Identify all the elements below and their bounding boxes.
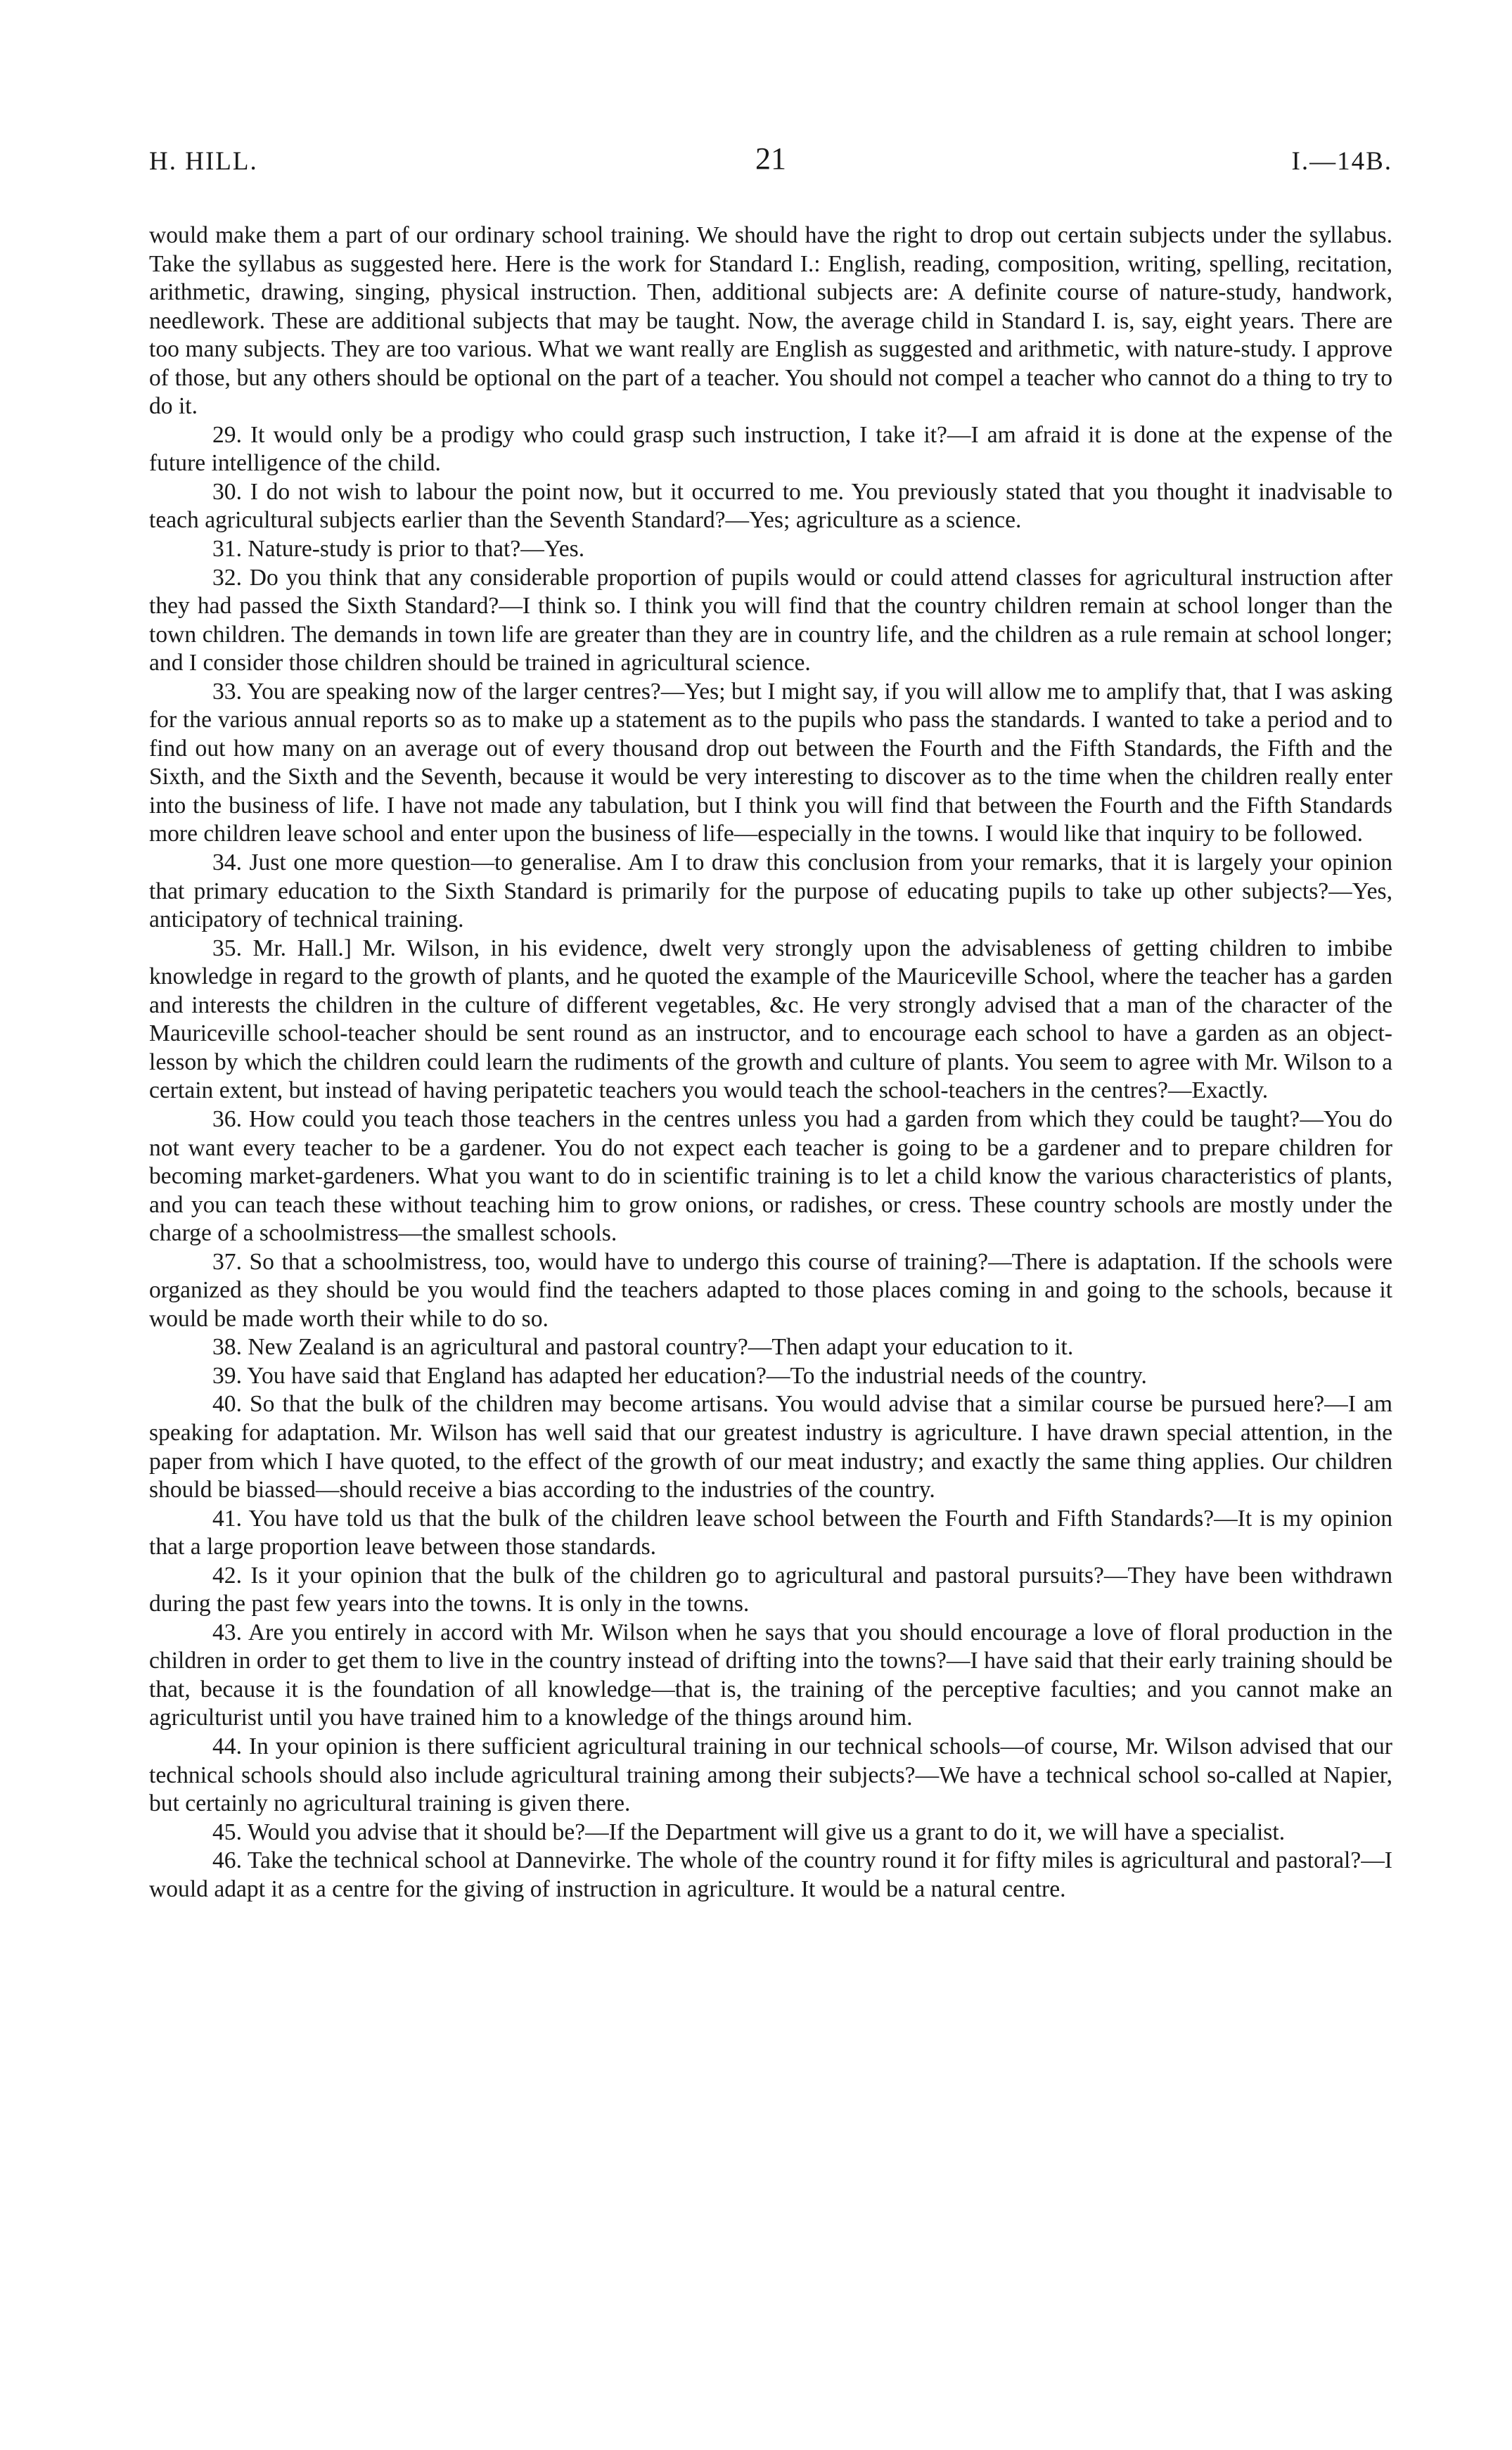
question-45: 45. Would you advise that it should be?—If the Department will give us a grant to do it, we will have a specialist. <box>212 1819 1286 1845</box>
question-37: 37. So that a schoolmistress, too, would have to undergo this course of training?—There is adaptation. If the schools were organized as they should be you would find the teachers adapted to those places coming in and going to the schools, because it would be made worth their while to do so. <box>149 1248 1392 1332</box>
question-42: 42. Is it your opinion that the bulk of the children go to agricultural and pastoral pursuits?—They have been withdrawn during the past few years into the towns. It is only in the towns. <box>149 1562 1392 1617</box>
question-39: 39. You have said that England has adapted her education?—To the industrial needs of the country. <box>212 1362 1147 1389</box>
running-header <box>149 141 1392 186</box>
document-reference: I.—14B. <box>1291 147 1392 176</box>
question-35: 35. Mr. Hall.] Mr. Wilson, in his evidence, dwelt very strongly upon the advisableness of getting children to imbibe knowledge in regard to the growth of plants, and he quoted the example of the Mauriceville School, where the teacher has a garden and interests the children in the culture of different vegetables, &c. He very strongly advised that a man of the character of the Mauriceville school-teacher should be sent round as an instructor, and to encourage each school to have a garden as an object-lesson by which the children could learn the rudiments of the growth and culture of plants. You seem to agree with Mr. Wilson to a certain extent, but instead of having peripatetic teachers you would teach the school-teachers in the centres?—Exactly. <box>149 935 1392 1104</box>
question-44: 44. In your opinion is there sufficient agricultural training in our technical schools—of course, Mr. Wilson advised that our technical schools should also include agricultural training among their subjects?—We have a technical school so-called at Napier, but certainly no agricultural training is given there. <box>149 1733 1392 1817</box>
witness-name: H. HILL. <box>149 147 258 176</box>
question-40: 40. So that the bulk of the children may become artisans. You would advise that a similar course be pursued here?—I am speaking for adaptation. Mr. Wilson has well said that our greatest industry is agriculture. I have drawn special attention, in the paper from which I have quoted, to the effect of the growth of our meat industry; and exactly the same thing applies. Our children should be biassed—should receive a bias according to the industries of the country. <box>149 1391 1392 1503</box>
question-41: 41. You have told us that the bulk of the children leave school between the Fourth and Fifth Standards?—It is my opinion that a large proportion leave between those standards. <box>149 1505 1392 1560</box>
question-29: 29. It would only be a prodigy who could grasp such instruction, I take it?—I am afraid it is done at the expense of the future intelligence of the child. <box>149 421 1392 477</box>
question-43: 43. Are you entirely in accord with Mr. Wilson when he says that you should encourage a love of floral production in the children in order to get them to live in the country instead of drifting into the towns?—I have said that their early training should be that, because it is the foundation of all knowledge—that is, the training of the perceptive faculties; and you cannot make an agriculturist until you have trained him to a knowledge of the things around him. <box>149 1619 1393 1731</box>
paragraph-continued: would make them a part of our ordinary school training. We should have the right to drop out certain subjects under the syllabus. Take the syllabus as suggested here. Here is the work for Standard I.: English, reading, composition, writing, spelling, recitation, arithmetic, drawing, singing, physical instruction. Then, additional subjects are: A definite course of nature-study, handwork, needlework. These are additional subjects that may be taught. Now, the average child in Standard I. is, say, eight years. There are too many subjects. They are too various. What we want really are English as suggested and arithmetic, with nature-study. I approve of those, but any others should be optional on the part of a teacher. You should not compel a teacher who cannot do a thing to try to do it. <box>149 222 1392 420</box>
question-38: 38. New Zealand is an agricultural and pastoral country?—Then adapt your education to it. <box>212 1334 1074 1361</box>
question-30: 30. I do not wish to labour the point now, but it occurred to me. You previously stated that you thought it inadvisable to teach agricultural subjects earlier than the Seventh Standard?—Yes; agriculture as a science. <box>149 478 1392 534</box>
question-32: 32. Do you think that any considerable proportion of pupils would or could attend classes for agricultural instruction after they had passed the Sixth Standard?—I think so. I think you will find that the country children remain at school longer than the town children. The demands in town life are greater than they are in country life, and the children as a rule remain at school longer; and I consider those children should be trained in agricultural science. <box>149 564 1392 676</box>
body-text <box>149 222 1392 1904</box>
page-number: 21 <box>755 141 786 176</box>
question-33: 33. You are speaking now of the larger centres?—Yes; but I might say, if you will allow me to amplify that, that I was asking for the various annual reports so as to make up a statement as to the pupils who pass the standards. I wanted to take a period and to find out how many on an average out of every thousand drop out between the Fourth and the Fifth Standards, the Fifth and the Sixth, and the Sixth and the Seventh, because it would be very interesting to discover as to the time when the children really enter into the business of life. I have not made any tabulation, but I think you will find that between the Fourth and the Fifth Standards more children leave school and enter upon the business of life—especially in the towns. I would like that inquiry to be followed. <box>149 678 1392 847</box>
question-31: 31. Nature-study is prior to that?—Yes. <box>212 536 585 563</box>
question-36: 36. How could you teach those teachers in the centres unless you had a garden from which they could be taught?—You do not want every teacher to be a gardener. You do not expect each teacher is going to be a gardener and to prepare children for becoming market-gardeners. What you want to do in scientific training is to let a child know the various characteristics of plants, and you can teach these without teaching him to grow onions, or radishes, or cress. These country schools are mostly under the charge of a schoolmistress—the smallest schools. <box>149 1105 1392 1247</box>
question-34: 34. Just one more question—to generalise. Am I to draw this conclusion from your remarks, that it is largely your opinion that primary education to the Sixth Standard is primarily for the purpose of educating pupils to take up other subjects?—Yes, anticipatory of technical training. <box>149 849 1392 933</box>
question-46: 46. Take the technical school at Dannevirke. The whole of the country round it for fifty miles is agricultural and pastoral?—I would adapt it as a centre for the giving of instruction in agriculture. It would be a natural centre. <box>149 1847 1392 1902</box>
